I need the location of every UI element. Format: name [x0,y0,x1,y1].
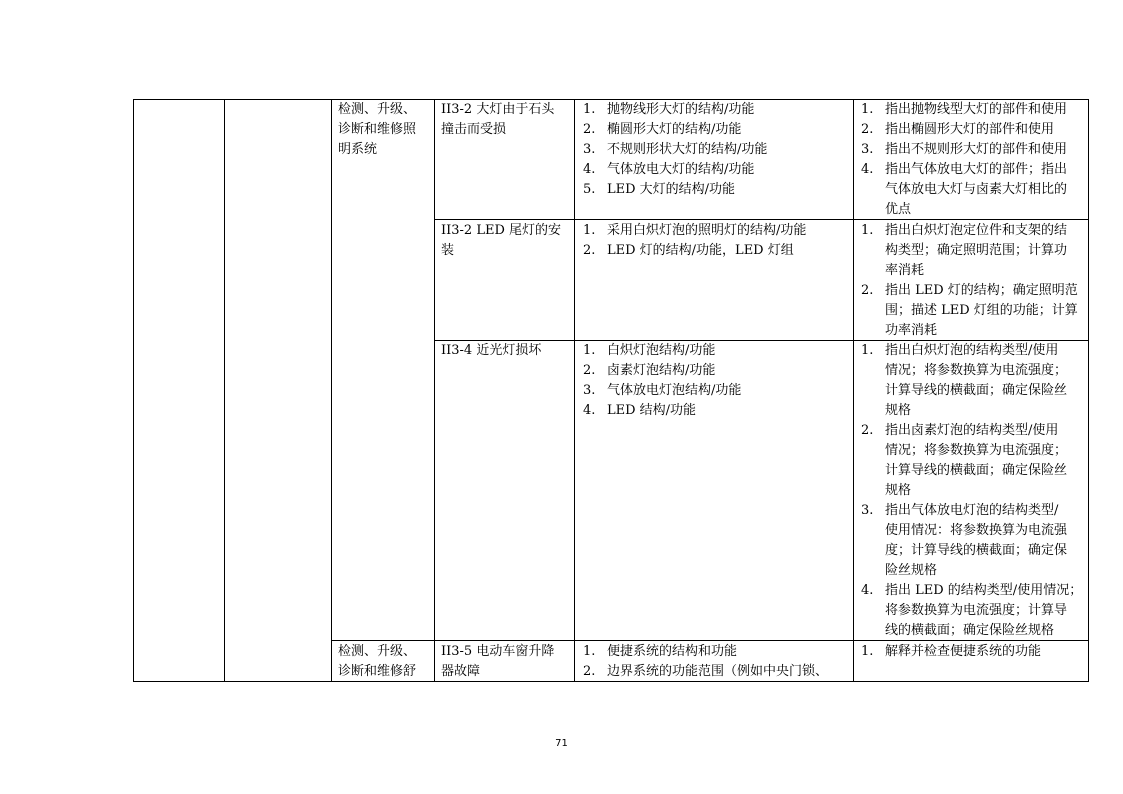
task-cell: II3-2 大灯由于石头 撞击而受损 [441,102,555,137]
item-number: 2. [861,283,874,298]
task-cell: II3-2 LED 尾灯的安 装 [441,223,562,258]
item-text: 不规则形状大灯的结构/功能 [607,142,768,157]
item-number: 3. [861,503,874,518]
item-text: 指出 LED 灯的结构；确定照明范 围；描述 LED 灯组的功能；计算 功率消耗 [885,283,1078,338]
item-number: 4. [861,162,874,177]
item-text: 卤素灯泡结构/功能 [607,363,716,378]
item-text: 气体放电大灯的结构/功能 [607,162,755,177]
item-number: 1. [861,343,874,358]
item-number: 4. [583,403,596,418]
item-text: 指出卤素灯泡的结构类型/使用 情况；将参数换算为电流强度； 计算导线的横截面；确定保险丝 规格 [885,423,1068,498]
category-cell: 检测、升级、 诊断和维修照 明系统 [338,102,417,157]
item-number: 3. [583,142,596,157]
table-right-border [1088,99,1089,682]
item-number: 3. [861,142,874,157]
column-divider [434,99,435,682]
item-number: 2. [583,122,596,137]
item-number: 1. [583,343,596,358]
item-number: 2. [861,122,874,137]
item-number: 1. [861,223,874,238]
column-divider [853,99,854,682]
item-number: 2. [583,664,596,679]
item-text: 指出气体放电大灯的部件；指出 气体放电大灯与卤素大灯相比的 优点 [885,162,1068,217]
item-text: 抛物线形大灯的结构/功能 [607,102,755,117]
item-text: 指出气体放电灯泡的结构类型/ 使用情况：将参数换算为电流强 度；计算导线的横截面；确定保 险丝规格 [885,503,1068,578]
column-divider [224,99,225,682]
item-text: 指出 LED 的结构类型/使用情况； 将参数换算为电流强度；计算导 线的横截面；确定保险丝规格 [885,583,1083,638]
item-number: 2. [583,363,596,378]
item-text: 采用白炽灯泡的照明灯的结构/功能 [607,223,807,238]
category-cell: 检测、升级、 诊断和维修舒 [338,644,417,679]
item-text: 气体放电灯泡结构/功能 [607,383,742,398]
item-number: 1. [861,644,874,659]
item-number: 1. [583,102,596,117]
item-text: LED 大灯的结构/功能 [607,182,736,197]
item-number: 2. [861,423,874,438]
item-text: 指出抛物线型大灯的部件和使用 [885,102,1068,117]
item-text: 白炽灯泡结构/功能 [607,343,716,358]
task-cell: II3-4 近光灯损坏 [441,343,542,358]
item-text: 指出不规则形大灯的部件和使用 [885,142,1068,157]
item-number: 2. [583,243,596,258]
page-number: 71 [555,738,568,749]
item-text: 边界系统的功能范围（例如中央门锁、 [607,664,829,679]
column-divider [133,99,134,682]
item-number: 1. [583,223,596,238]
item-text: 椭圆形大灯的结构/功能 [607,122,742,137]
item-number: 5. [583,182,596,197]
task-cell: II3-5 电动车窗升降 器故障 [441,644,555,679]
item-number: 1. [583,644,596,659]
item-text: LED 灯的结构/功能，LED 灯组 [607,243,794,258]
item-number: 3. [583,383,596,398]
column-divider [331,99,332,682]
item-text: LED 结构/功能 [607,403,697,418]
item-text: 解释并检查便捷系统的功能 [885,644,1042,659]
column-divider [574,99,575,682]
item-text: 指出白炽灯泡的结构类型/使用 情况；将参数换算为电流强度； 计算导线的横截面；确定保险丝 规格 [885,343,1068,418]
item-text: 指出椭圆形大灯的部件和使用 [885,122,1055,137]
item-number: 4. [583,162,596,177]
item-number: 4. [861,583,874,598]
item-text: 便捷系统的结构和功能 [607,644,738,659]
item-number: 1. [861,102,874,117]
item-text: 指出白炽灯泡定位件和支架的结 构类型；确定照明范围；计算功 率消耗 [885,223,1068,278]
